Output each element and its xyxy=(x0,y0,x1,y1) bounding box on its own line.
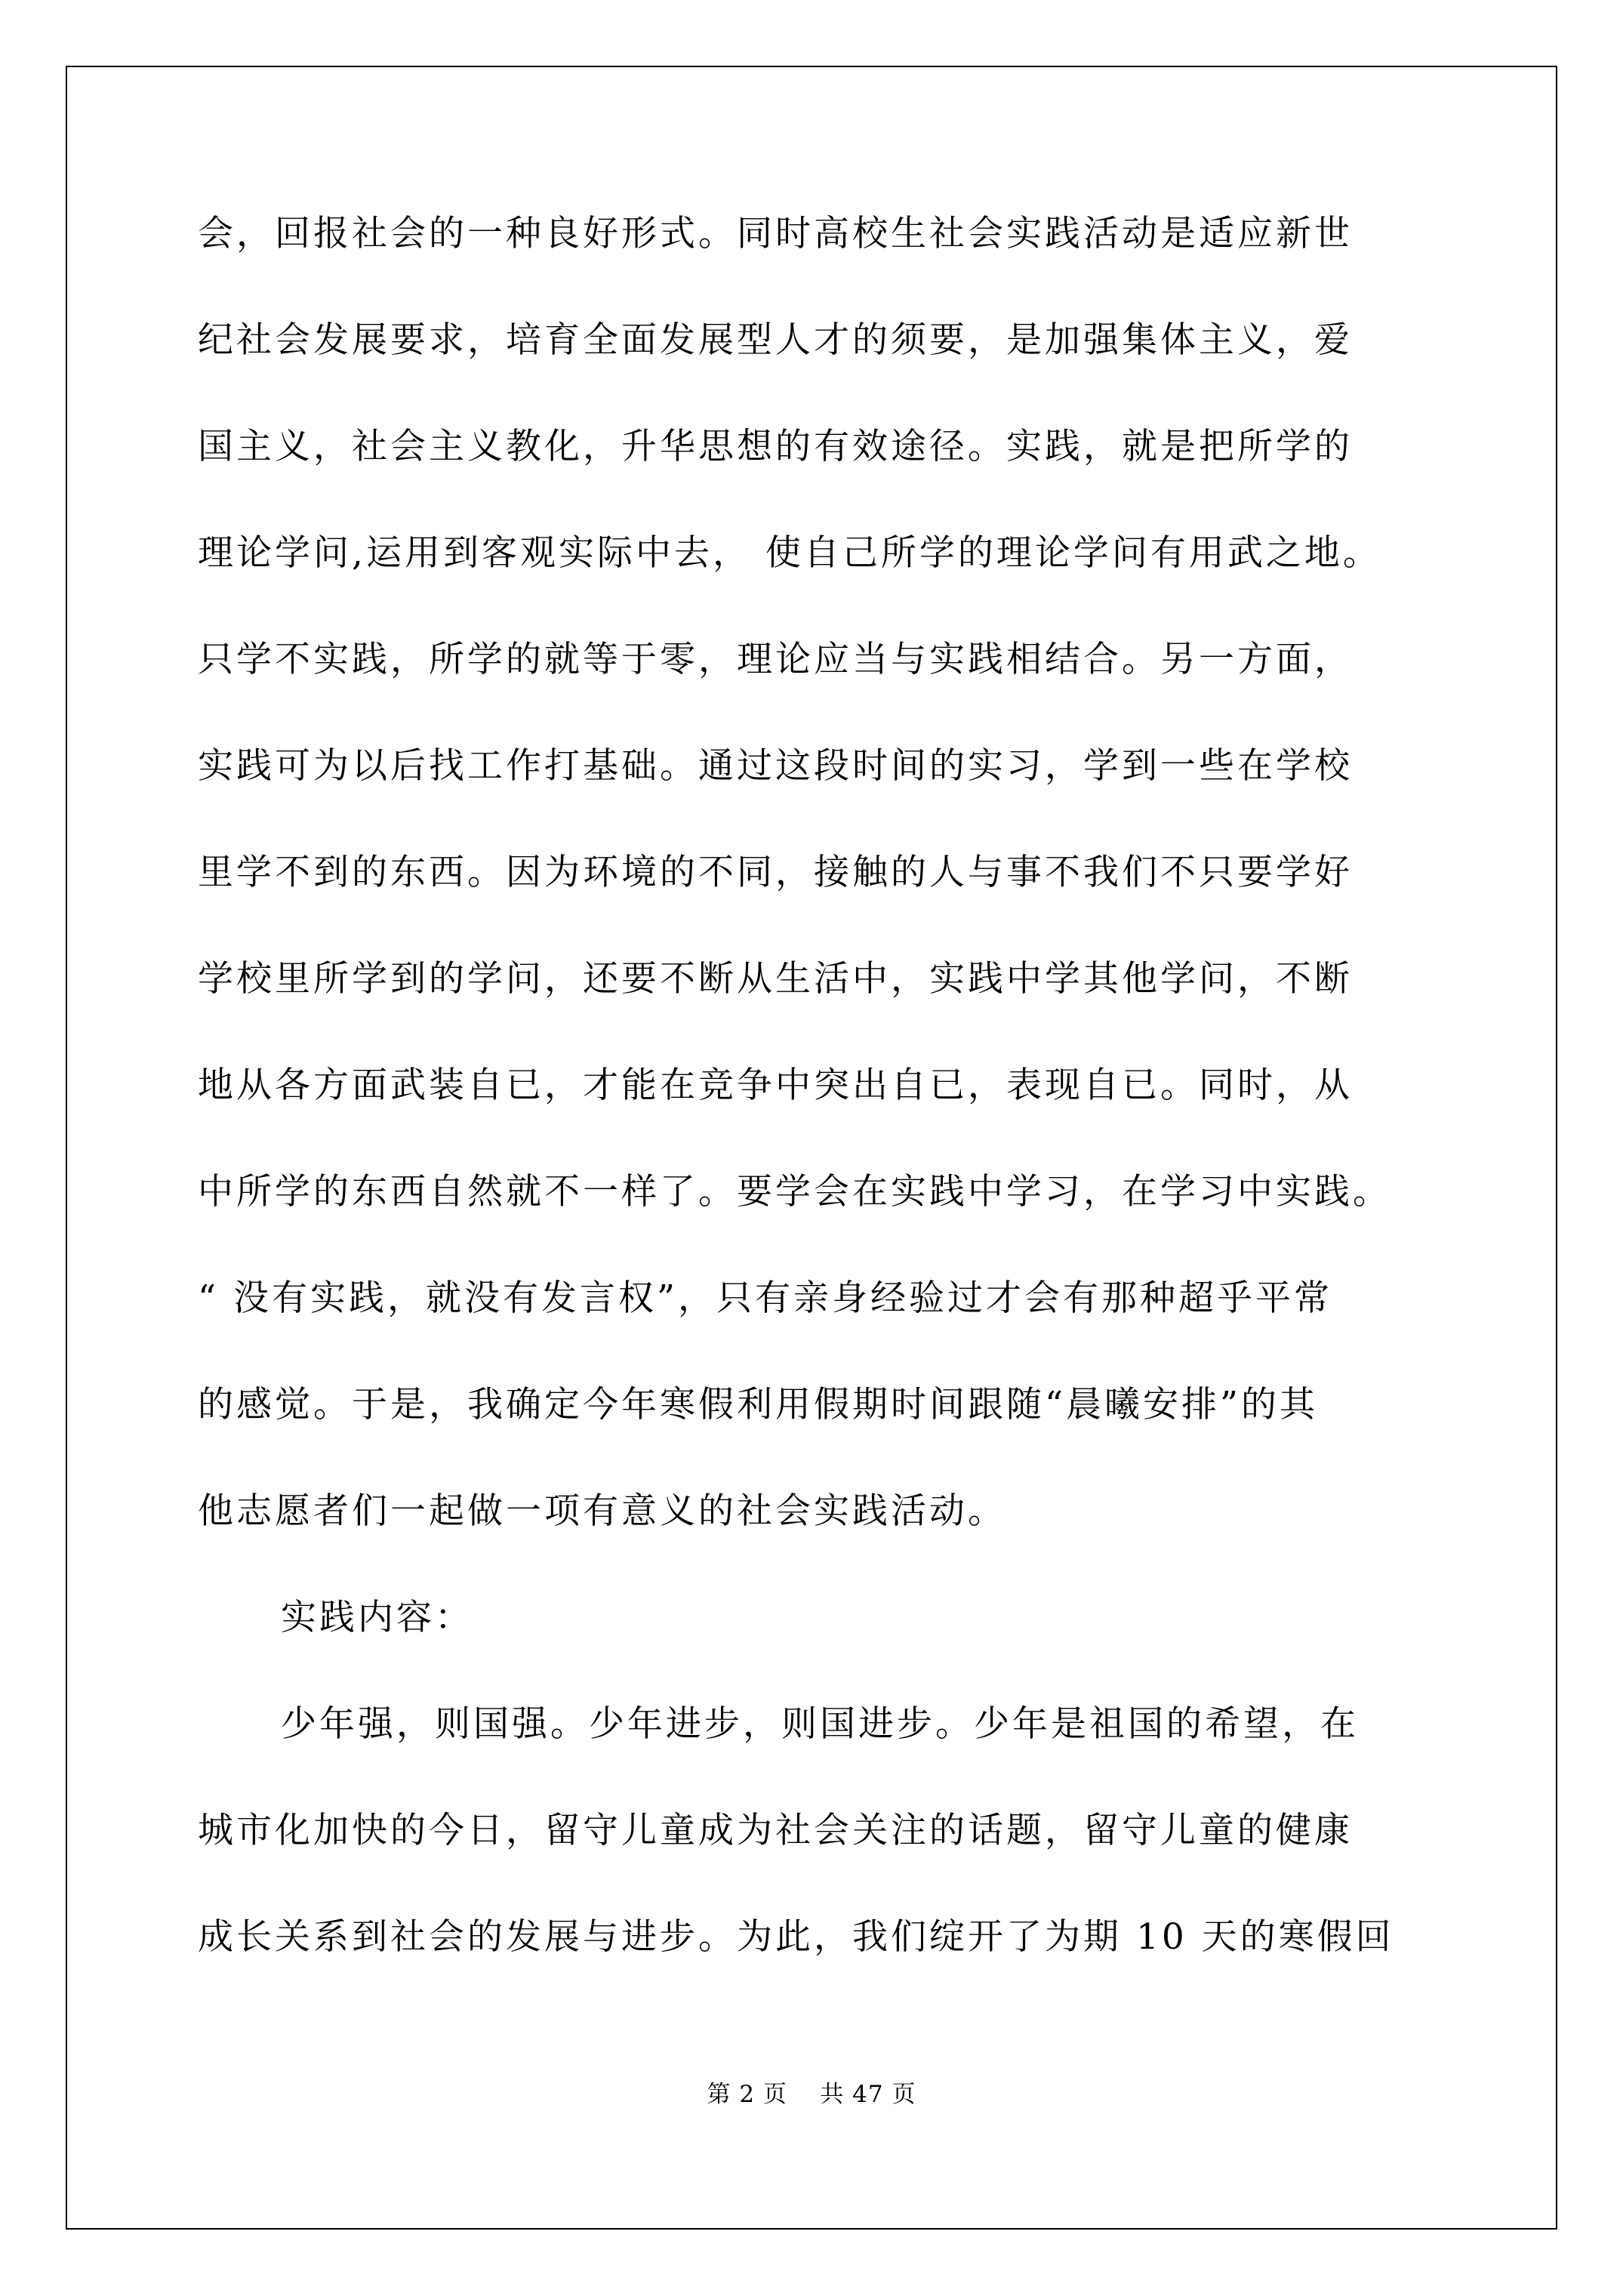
text-line: 城市化加快的今日，留守儿童成为社会关注的话题，留守儿童的健康 xyxy=(198,1810,1353,1851)
page-number-footer: 第 2 页 共 47 页 xyxy=(707,2081,916,2108)
text-line: 纪社会发展要求，培育全面发展型人才的须要，是加强集体主义，爱 xyxy=(198,319,1353,361)
text-line: 里学不到的东西。因为环境的不同，接触的人与事不我们不只要学好 xyxy=(198,852,1353,893)
text-line: 的感觉。于是，我确定今年寒假利用假期时间跟随“晨曦安排”的其 xyxy=(198,1384,1319,1425)
document-body xyxy=(198,215,1466,2025)
text-line: 地从各方面武装自已，才能在竞争中突出自已，表现自已。同时，从 xyxy=(198,1065,1353,1106)
text-line: 理论学问,运用到客观实际中去， 使自己所学的理论学问有用武之地。 xyxy=(198,532,1381,574)
text-line: 实践可为以后找工作打基础。通过这段时间的实习，学到一些在学校 xyxy=(198,745,1353,787)
section-heading: 实践内容： xyxy=(281,1597,473,1638)
text-line: 成长关系到社会的发展与进步。为此，我们绽开了为期 10 天的寒假回 xyxy=(198,1916,1394,1958)
text-line: 学校里所学到的学问，还要不断从生活中，实践中学其他学问，不断 xyxy=(198,958,1353,1000)
text-line: 会，回报社会的一种良好形式。同时高校生社会实践活动是适应新世 xyxy=(198,213,1353,254)
text-line: 只学不实践，所学的就等于零，理论应当与实践相结合。另一方面， xyxy=(198,639,1353,680)
text-line: 国主义，社会主义教化，升华思想的有效途径。实践，就是把所学的 xyxy=(198,426,1353,467)
paragraph-first-line: 少年强，则国强。少年进步，则国进步。少年是祖国的希望，在 xyxy=(281,1703,1359,1745)
text-line: “ 没有实践，就没有发言权”，只有亲身经验过才会有那种超乎平常 xyxy=(198,1277,1332,1319)
text-line: 他志愿者们一起做一项有意义的社会实践活动。 xyxy=(198,1490,1006,1532)
text-line: 中所学的东西自然就不一样了。要学会在实践中学习，在学习中实践。 xyxy=(198,1171,1391,1213)
